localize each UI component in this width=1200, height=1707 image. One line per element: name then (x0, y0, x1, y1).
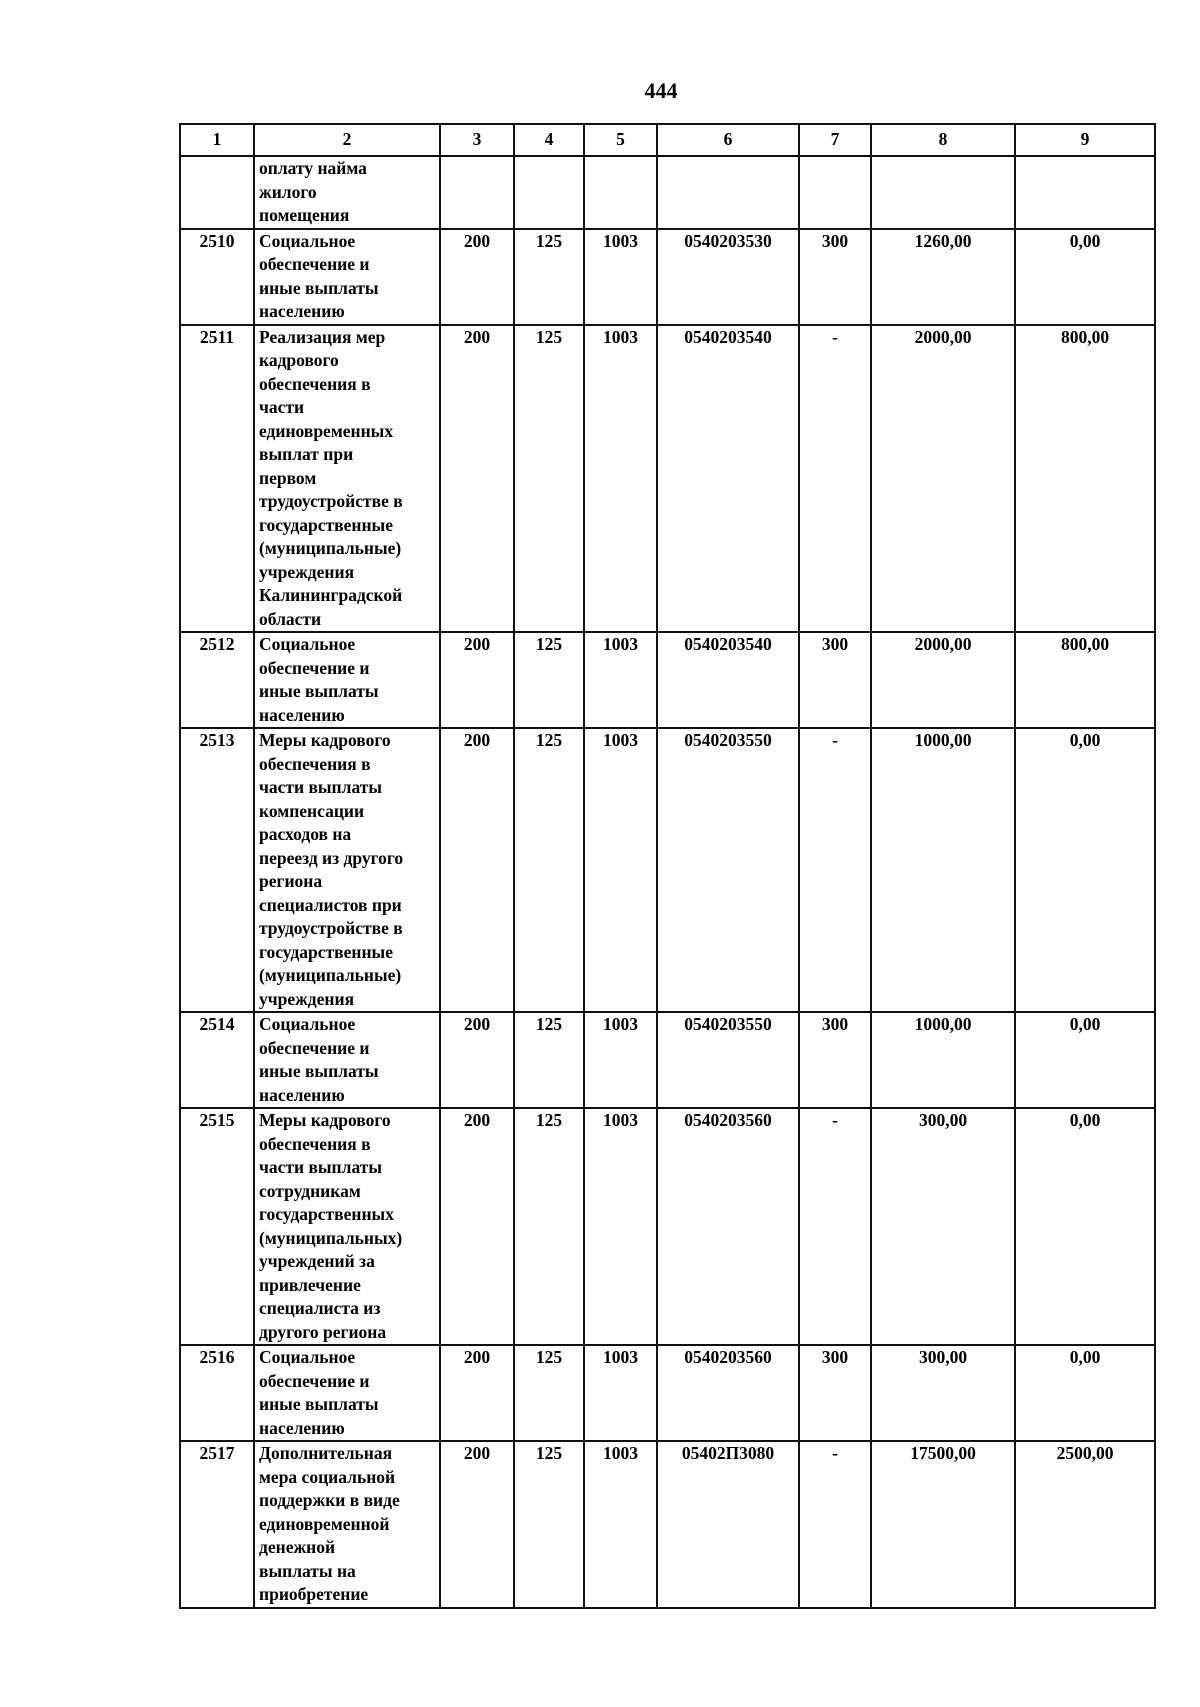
item-name (254, 1441, 440, 1608)
amount-col9-text: 800,00 (1060, 326, 1110, 347)
code-expense-type-text: 300 (821, 1347, 849, 1367)
item-name (254, 1345, 440, 1441)
amount-col9 (1015, 1108, 1155, 1345)
code-col4-text: 125 (535, 1347, 563, 1367)
amount-col8-text: 300,00 (918, 1347, 968, 1367)
amount-col9 (1015, 728, 1155, 1012)
item-name-text: Социальное обеспечение и иные выплаты населению (259, 230, 379, 321)
code-expense-type (799, 1441, 871, 1608)
code-col4 (514, 229, 584, 325)
amount-col8 (871, 632, 1015, 728)
row-number-text: 2516 (199, 1347, 235, 1367)
code-target (657, 1441, 799, 1608)
code-col4 (514, 325, 584, 633)
table-row (180, 156, 1155, 229)
code-target-text: 0540203540 (684, 634, 772, 654)
code-expense-type-text: 300 (821, 634, 849, 654)
amount-col9-text: 800,00 (1060, 634, 1110, 654)
code-ministry-text: 200 (463, 1347, 491, 1367)
item-name-text: Дополнительная мера социальной поддержки в виде единовременной денежной выплаты на приобретение (259, 1443, 400, 1604)
code-col4 (514, 728, 584, 1012)
row-number (180, 325, 254, 633)
row-number (180, 632, 254, 728)
item-name-text: Социальное обеспечение и иные выплаты населению (259, 634, 379, 725)
code-ministry-text: 200 (463, 1014, 491, 1034)
table-row (180, 229, 1155, 325)
row-number (180, 728, 254, 1012)
code-target-text: 0540203560 (684, 1110, 772, 1130)
table-row (180, 1108, 1155, 1345)
amount-col8 (871, 1108, 1015, 1345)
code-section (584, 156, 657, 229)
amount-col8 (871, 728, 1015, 1012)
item-name (254, 728, 440, 1012)
code-ministry-text: 200 (463, 634, 491, 654)
code-target (657, 728, 799, 1012)
column-header-2: 2 (254, 124, 440, 156)
row-number-text: 2511 (199, 326, 235, 347)
code-target (657, 325, 799, 633)
code-col4 (514, 156, 584, 229)
amount-col8 (871, 156, 1015, 229)
code-ministry (440, 325, 514, 633)
code-ministry-text: 200 (463, 730, 491, 750)
code-target-text: 0540203550 (684, 1014, 772, 1034)
table-row (180, 1012, 1155, 1108)
code-section (584, 632, 657, 728)
code-col4-text: 125 (535, 730, 563, 750)
table-row (180, 632, 1155, 728)
item-name (254, 156, 440, 229)
code-col4-text: 125 (535, 326, 563, 347)
code-expense-type (799, 632, 871, 728)
code-target (657, 1108, 799, 1345)
amount-col9 (1015, 632, 1155, 728)
code-col4-text: 125 (535, 230, 563, 251)
code-expense-type (799, 229, 871, 325)
code-target (657, 229, 799, 325)
page-number: 444 (644, 78, 678, 103)
code-section-text: 1003 (603, 1443, 638, 1463)
table-body (180, 156, 1155, 1608)
table-row (180, 325, 1155, 633)
code-section (584, 1108, 657, 1345)
item-name-text: Социальное обеспечение и иные выплаты населению (259, 1347, 379, 1438)
code-col4-text: 125 (535, 1110, 563, 1130)
code-col4-text: 125 (535, 1443, 563, 1463)
code-target (657, 156, 799, 229)
code-target-text: 0540203530 (684, 230, 772, 251)
code-col4 (514, 1012, 584, 1108)
amount-col8-text: 2000,00 (914, 326, 972, 347)
row-number (180, 1345, 254, 1441)
item-name (254, 1012, 440, 1108)
amount-col9 (1015, 229, 1155, 325)
column-header-5: 5 (584, 124, 657, 156)
table-row (180, 728, 1155, 1012)
code-expense-type-text: 300 (821, 1014, 849, 1034)
code-section-text: 1003 (603, 1110, 638, 1130)
code-target-text: 05402П3080 (681, 1443, 775, 1463)
code-expense-type-text: - (832, 730, 838, 750)
code-target-text: 0540203560 (684, 1347, 772, 1367)
code-col4 (514, 632, 584, 728)
code-section-text: 1003 (603, 1014, 638, 1034)
code-expense-type (799, 325, 871, 633)
item-name (254, 229, 440, 325)
amount-col9 (1015, 156, 1155, 229)
row-number (180, 156, 254, 229)
item-name (254, 632, 440, 728)
code-ministry (440, 728, 514, 1012)
amount-col9 (1015, 325, 1155, 633)
code-ministry (440, 632, 514, 728)
amount-col9 (1015, 1345, 1155, 1441)
amount-col8 (871, 1345, 1015, 1441)
row-number-text: 2513 (199, 730, 235, 750)
table-row (180, 1441, 1155, 1608)
code-expense-type (799, 1108, 871, 1345)
column-header-6: 6 (657, 124, 799, 156)
code-target-text: 0540203540 (684, 326, 772, 347)
row-number (180, 1012, 254, 1108)
code-expense-type-text: - (832, 326, 838, 347)
column-header-1: 1 (180, 124, 254, 156)
code-expense-type (799, 1345, 871, 1441)
code-ministry (440, 229, 514, 325)
item-name-text: Реализация мер кадрового обеспечения в части единовременных выплат при первом трудоустройстве в государственные (муниципальные) учреждения Калининградской области (259, 326, 403, 629)
code-ministry (440, 156, 514, 229)
amount-col9-text: 2500,00 (1056, 1443, 1114, 1463)
row-number (180, 229, 254, 325)
code-ministry-text: 200 (463, 326, 491, 347)
amount-col9 (1015, 1012, 1155, 1108)
code-section (584, 728, 657, 1012)
amount-col9-text: 0,00 (1069, 730, 1101, 750)
column-header-8: 8 (871, 124, 1015, 156)
budget-table (179, 123, 1156, 1609)
amount-col8 (871, 1441, 1015, 1608)
amount-col8-text: 1260,00 (914, 230, 972, 251)
amount-col8-text: 1000,00 (914, 730, 972, 750)
header-row (180, 124, 1155, 156)
code-col4 (514, 1108, 584, 1345)
code-ministry (440, 1441, 514, 1608)
code-section-text: 1003 (603, 230, 638, 251)
code-section-text: 1003 (603, 326, 638, 347)
amount-col9-text: 0,00 (1069, 1110, 1101, 1130)
amount-col8-text: 17500,00 (910, 1443, 976, 1463)
code-ministry-text: 200 (463, 1443, 491, 1463)
row-number-text: 2515 (199, 1110, 235, 1130)
amount-col9-text: 0,00 (1069, 1347, 1101, 1367)
column-header-4: 4 (514, 124, 584, 156)
amount-col8 (871, 1012, 1015, 1108)
code-ministry-text: 200 (463, 230, 491, 251)
column-header-7: 7 (799, 124, 871, 156)
code-expense-type (799, 156, 871, 229)
code-col4 (514, 1441, 584, 1608)
row-number-text: 2512 (199, 634, 235, 654)
row-number-text: 2517 (199, 1443, 235, 1463)
item-name (254, 1108, 440, 1345)
code-ministry (440, 1108, 514, 1345)
amount-col9-text: 0,00 (1069, 230, 1101, 251)
row-number-text: 2514 (199, 1014, 235, 1034)
code-target (657, 632, 799, 728)
code-expense-type (799, 1012, 871, 1108)
code-ministry (440, 1012, 514, 1108)
code-col4 (514, 1345, 584, 1441)
code-section (584, 325, 657, 633)
code-section (584, 229, 657, 325)
code-section (584, 1441, 657, 1608)
code-section-text: 1003 (603, 634, 638, 654)
amount-col9-text: 0,00 (1069, 1014, 1101, 1034)
column-header-3: 3 (440, 124, 514, 156)
row-number (180, 1441, 254, 1608)
amount-col8-text: 2000,00 (914, 634, 972, 654)
code-target (657, 1345, 799, 1441)
code-col4-text: 125 (535, 1014, 563, 1034)
row-number (180, 1108, 254, 1345)
table-row (180, 1345, 1155, 1441)
code-expense-type-text: - (832, 1110, 838, 1130)
code-target-text: 0540203550 (684, 730, 772, 750)
item-name-text: Меры кадрового обеспечения в части выплаты сотрудникам государственных (муниципальных) учреждений за привлечение специалиста из другого региона (259, 1110, 403, 1342)
row-number-text: 2510 (199, 230, 235, 251)
amount-col8-text: 1000,00 (914, 1014, 972, 1034)
item-name (254, 325, 440, 633)
code-expense-type-text: 300 (821, 230, 849, 251)
code-expense-type-text: - (832, 1443, 838, 1463)
amount-col8 (871, 229, 1015, 325)
item-name-text: Социальное обеспечение и иные выплаты населению (259, 1014, 379, 1105)
item-name-text: Меры кадрового обеспечения в части выплаты компенсации расходов на переезд из другого региона специалистов при трудоустройстве в государственные (муниципальные) учреждения (259, 730, 404, 1009)
code-section (584, 1345, 657, 1441)
item-name-text: оплату найма жилого помещения (259, 158, 367, 225)
amount-col9 (1015, 1441, 1155, 1608)
code-col4-text: 125 (535, 634, 563, 654)
code-section-text: 1003 (603, 1347, 638, 1367)
amount-col8-text: 300,00 (918, 1110, 968, 1130)
column-header-9: 9 (1015, 124, 1155, 156)
code-expense-type (799, 728, 871, 1012)
code-section (584, 1012, 657, 1108)
code-ministry (440, 1345, 514, 1441)
code-target (657, 1012, 799, 1108)
code-section-text: 1003 (603, 730, 638, 750)
code-ministry-text: 200 (463, 1110, 491, 1130)
amount-col8 (871, 325, 1015, 633)
